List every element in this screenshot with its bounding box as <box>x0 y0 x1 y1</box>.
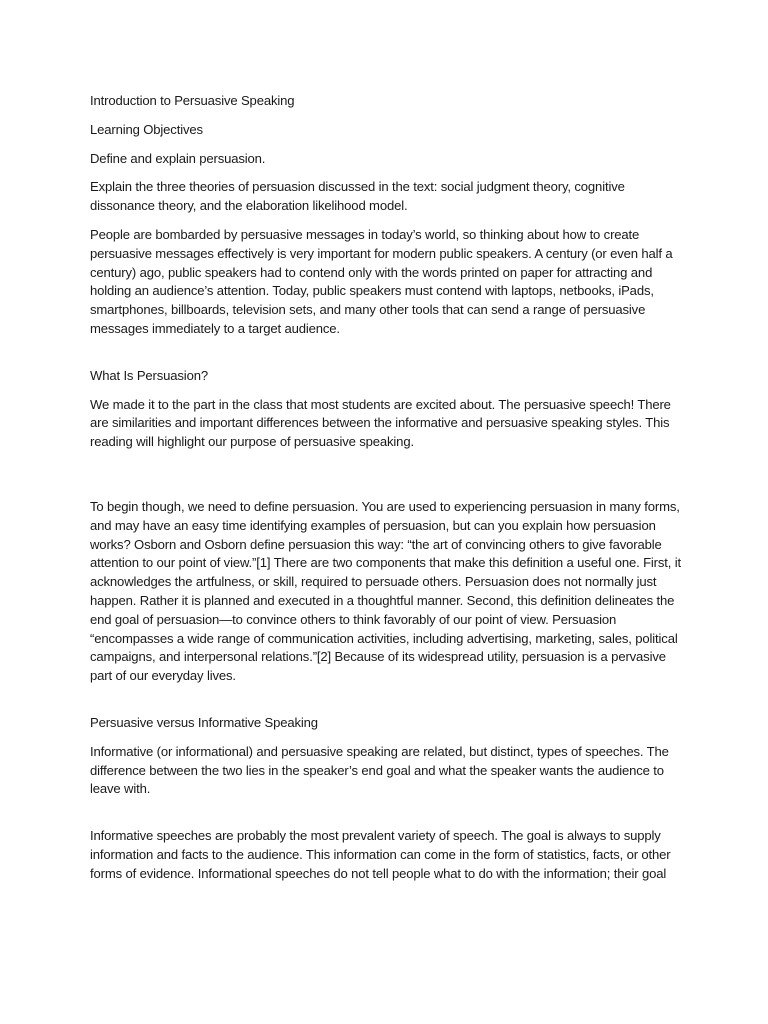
body-paragraph: To begin though, we need to define persuasion. You are used to experiencing persuasion in many forms, and may have an easy time identifying examples of persuasion, but can you explain how persuasion works? Osborn and Osborn define persuasion this way: “the art of convincing others to give favorable attention to our point of view.”[1] There are two components that make this definition a useful one. First, it acknowledges the artfulness, or skill, required to persuade others. Persuasion does not normally just happen. Rather it is planned and executed in a thoughtful manner. Second, this definition delineates the end goal of persuasion—to convince others to think favorably of our point of view. Persuasion “encompasses a wide range of communication activities, including advertising, marketing, sales, political campaigns, and interpersonal relations.”[2] Because of its widespread utility, persuasion is a pervasive part of our everyday lives. <box>90 498 681 684</box>
body-paragraph: Informative speeches are probably the most prevalent variety of speech. The goal is always to supply information and facts to the audience. This information can come in the form of statistics, facts, or other forms of evidence. Informational speeches do not tell people what to do with the information; their goal <box>90 828 671 881</box>
body-paragraph: Informative (or informational) and persuasive speaking are related, but distinct, types of speeches. The difference between the two lies in the speaker’s end goal and what the speaker wants the audience to leave with. <box>90 743 669 797</box>
body-paragraph: We made it to the part in the class that most students are excited about. The persuasive speech! There are similarities and important differences between the informative and persuasive speaking styles. This reading will highlight our purpose of persuasive speaking. <box>90 396 671 450</box>
objective-item: Define and explain persuasion. <box>90 150 266 166</box>
objective-item: Explain the three theories of persuasion discussed in the text: social judgment theory, cognitive dissonance theory, and the elaboration likelihood model. <box>90 179 625 214</box>
objectives-heading: Learning Objectives <box>90 121 203 137</box>
document-title: Introduction to Persuasive Speaking <box>90 93 295 108</box>
intro-paragraph: People are bombarded by persuasive messages in today’s world, so thinking about how to create persuasive messages effectively is very important for modern public speakers. A century (or even half a century) ago, public speakers had to contend only with the words printed on paper for attracting and holding an audience’s attention. Today, public speakers must contend with laptops, netbooks, iPads, smartphones, billboards, television sets, and many other tools that can send a range of persuasive messages immediately to a target audience. <box>90 226 673 336</box>
document-page <box>90 92 682 894</box>
section-heading-persuasive-vs-informative: Persuasive versus Informative Speaking <box>90 714 318 730</box>
section-heading-what-is-persuasion: What Is Persuasion? <box>90 367 208 383</box>
